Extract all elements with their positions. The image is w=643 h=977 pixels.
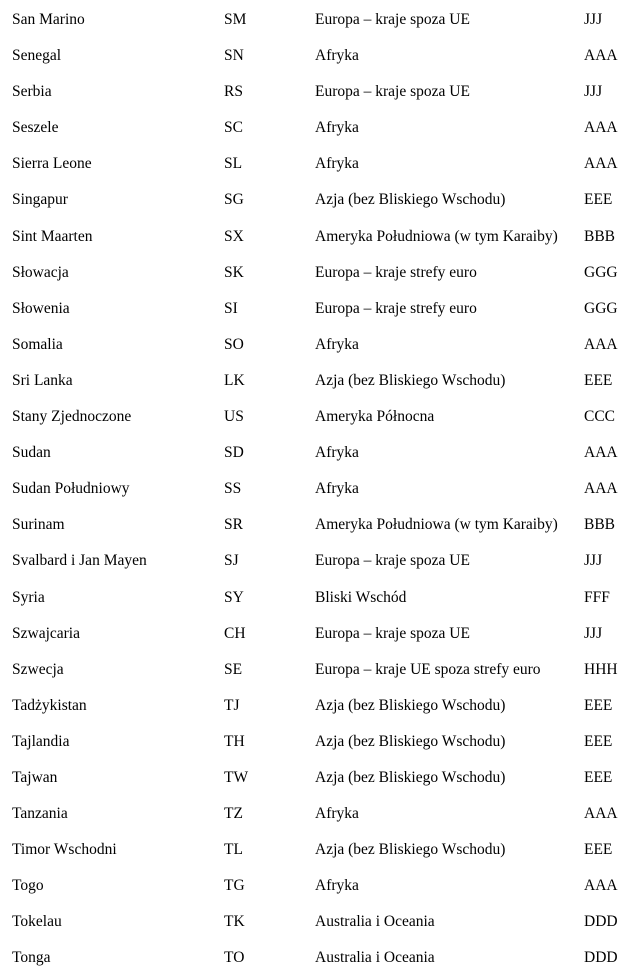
country-name: Sudan Południowy [12,480,130,498]
country-region: Afryka [315,805,359,823]
country-name: Syria [12,588,45,606]
country-code: SS [224,480,242,498]
table-row [0,291,643,327]
country-group: AAA [584,119,618,137]
table-row [0,219,643,255]
country-region: Ameryka Północna [315,408,435,426]
table-row [0,832,643,868]
country-code: TW [224,768,249,786]
country-group: JJJ [584,552,603,570]
table-row [0,255,643,291]
country-group: AAA [584,877,618,895]
country-region: Europa – kraje spoza UE [315,83,470,101]
country-name: Tadżykistan [12,696,87,714]
country-region: Azja (bez Bliskiego Wschodu) [315,768,506,786]
country-group: EEE [584,191,613,209]
table-row [0,688,643,724]
country-name: Sudan [12,444,51,462]
country-name: Sri Lanka [12,371,73,389]
country-group: AAA [584,444,618,462]
country-name: Tanzania [12,805,68,823]
table-row [0,182,643,218]
country-region: Europa – kraje spoza UE [315,11,470,28]
country-group: EEE [584,696,613,714]
table-row [0,435,643,471]
country-code: CH [224,624,246,642]
country-region: Europa – kraje spoza UE [315,552,470,570]
country-name: Somalia [12,335,63,353]
country-code: TK [224,913,245,931]
country-group: BBB [584,516,616,534]
table-row [0,760,643,796]
country-group: HHH [584,660,618,678]
country-name: Svalbard i Jan Mayen [12,552,147,570]
country-region: Azja (bez Bliskiego Wschodu) [315,191,506,209]
country-group: CCC [584,408,616,426]
country-group: BBB [584,227,616,245]
table-row [0,74,643,110]
country-group: FFF [584,588,610,606]
country-region: Azja (bez Bliskiego Wschodu) [315,696,506,714]
country-region: Afryka [315,47,359,65]
country-group: JJJ [584,11,603,28]
country-code: TO [224,949,245,967]
country-code: SM [224,11,247,28]
country-code: TL [224,841,243,859]
country-name: Singapur [12,191,68,209]
table-row [0,507,643,543]
country-region: Afryka [315,119,359,137]
country-name: Tokelau [12,913,62,931]
country-group: AAA [584,155,618,173]
country-region: Afryka [315,877,359,895]
table-row [0,616,643,652]
country-group: JJJ [584,624,603,642]
country-code: TZ [224,805,243,823]
country-code: SK [224,263,244,281]
table-row [0,110,643,146]
table-row [0,543,643,579]
table-row [0,363,643,399]
country-region: Europa – kraje strefy euro [315,263,477,281]
country-group: AAA [584,480,618,498]
country-code: TG [224,877,245,895]
country-region: Afryka [315,444,359,462]
table-row [0,868,643,904]
country-name: Tajlandia [12,732,70,750]
country-group: EEE [584,768,613,786]
country-region: Afryka [315,155,359,173]
table-row [0,796,643,832]
country-name: Tajwan [12,768,58,786]
country-group: EEE [584,841,613,859]
country-code: SD [224,444,244,462]
country-region: Afryka [315,480,359,498]
table-row [0,2,643,38]
country-group: AAA [584,47,618,65]
country-region: Ameryka Południowa (w tym Karaiby) [315,516,558,534]
table-row [0,38,643,74]
country-name: Stany Zjednoczone [12,408,132,426]
country-code: TJ [224,696,240,714]
country-code: SX [224,227,244,245]
table-row [0,327,643,363]
country-region: Afryka [315,335,359,353]
country-name: Słowenia [12,299,70,317]
table-row [0,146,643,182]
country-region: Europa – kraje UE spoza strefy euro [315,660,541,678]
country-region: Australia i Oceania [315,949,435,967]
country-code: SJ [224,552,239,570]
country-code: RS [224,83,243,101]
table-row [0,580,643,616]
country-name: Sierra Leone [12,155,92,173]
country-name: Timor Wschodni [12,841,117,859]
country-group: EEE [584,371,613,389]
country-name: Senegal [12,47,62,65]
country-code: SI [224,299,238,317]
country-name: Seszele [12,119,59,137]
country-name: Togo [12,877,44,895]
country-code: SN [224,47,244,65]
country-code: SC [224,119,243,137]
country-name: Serbia [12,83,52,101]
country-name: Sint Maarten [12,227,93,245]
table-row [0,904,643,940]
table-row [0,399,643,435]
country-code: SO [224,335,244,353]
country-region: Azja (bez Bliskiego Wschodu) [315,732,506,750]
country-name: Szwajcaria [12,624,80,642]
country-name: Szwecja [12,660,64,678]
country-region: Azja (bez Bliskiego Wschodu) [315,841,506,859]
country-group: DDD [584,949,618,967]
country-group: DDD [584,913,618,931]
country-code: SE [224,660,243,678]
table-row [0,724,643,760]
country-name: San Marino [12,11,85,28]
country-table [0,2,643,977]
country-group: GGG [584,263,618,281]
country-name: Tonga [12,949,51,967]
country-code: SL [224,155,243,173]
country-region: Europa – kraje strefy euro [315,299,477,317]
country-group: EEE [584,732,613,750]
country-region: Ameryka Południowa (w tym Karaiby) [315,227,558,245]
country-region: Bliski Wschód [315,588,407,606]
table-row [0,652,643,688]
country-group: GGG [584,299,618,317]
country-group: AAA [584,805,618,823]
country-name: Słowacja [12,263,69,281]
country-code: LK [224,371,245,389]
country-code: TH [224,732,245,750]
table-row [0,471,643,507]
table-row [0,940,643,976]
country-region: Azja (bez Bliskiego Wschodu) [315,371,506,389]
country-group: AAA [584,335,618,353]
country-code: SR [224,516,243,534]
country-code: SY [224,588,244,606]
country-code: SG [224,191,244,209]
country-group: JJJ [584,83,603,101]
country-region: Australia i Oceania [315,913,435,931]
country-name: Surinam [12,516,65,534]
country-region: Europa – kraje spoza UE [315,624,470,642]
country-code: US [224,408,244,426]
